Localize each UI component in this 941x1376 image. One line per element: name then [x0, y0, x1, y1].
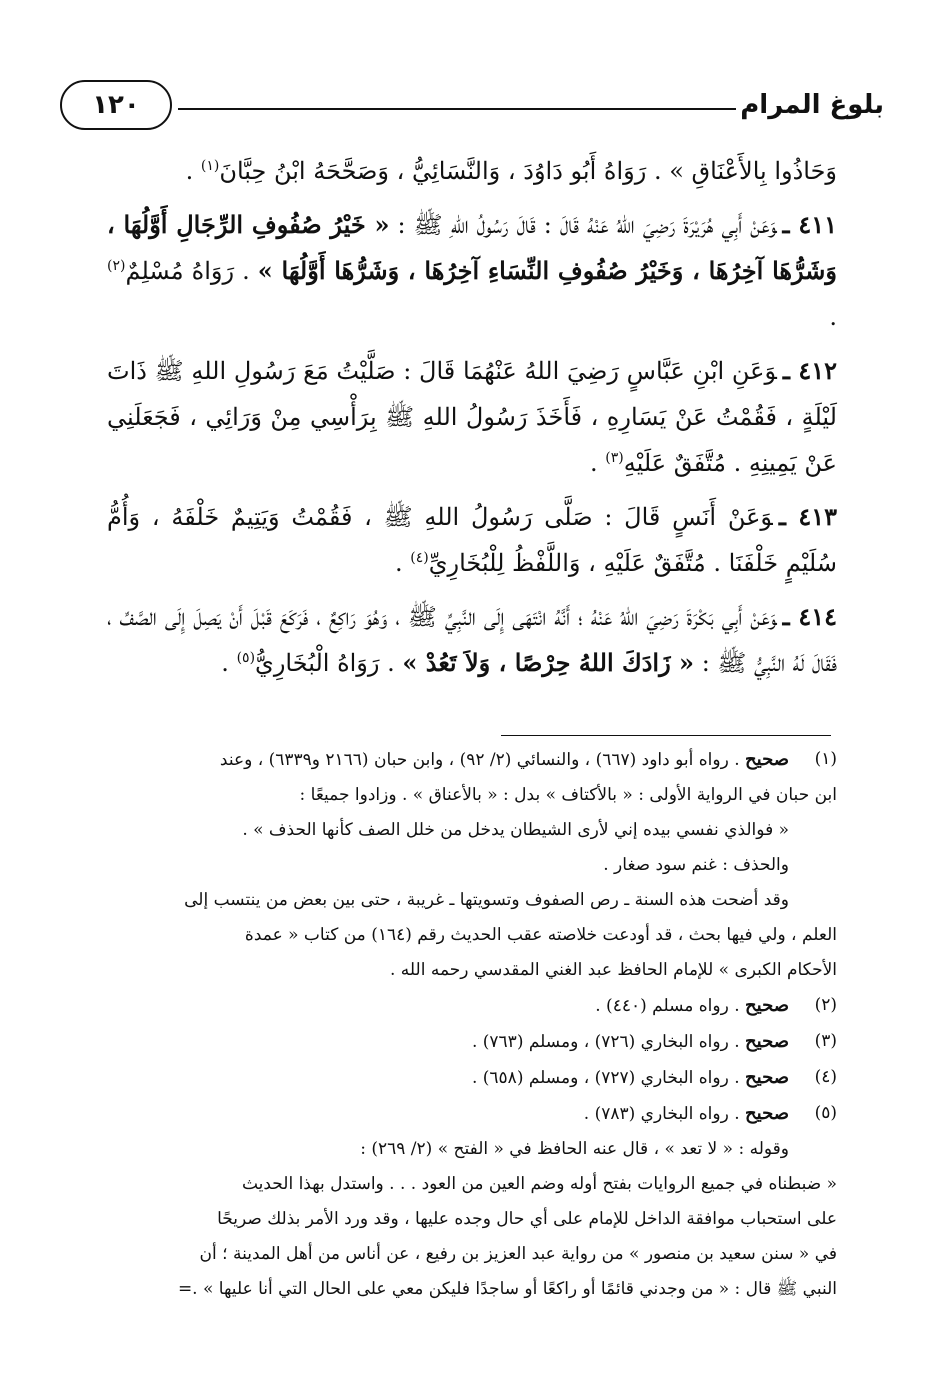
footnote-ref: (٥)	[236, 650, 256, 666]
footnote-line: ابن حبان في الرواية الأولى : « بالأكتاف » بدل : « بالأعناق » . وزادوا جميعًا :	[299, 785, 837, 805]
footnote-line: وقد أضحت هذه السنة ـ رص الصفوف وتسويتها ـ غريبة ، حتى بين بعض من ينتسب إلى	[184, 890, 789, 910]
footnote-quote-line: النبي ﷺ قال : « من وجدني قائمًا أو راكعًا أو ساجدًا فليكن معي على الحال التي أنا عليها » .=	[177, 1279, 837, 1299]
hadith-number: ٤١٢ ـ	[782, 356, 837, 385]
hadith-end: .	[829, 303, 837, 331]
footnote-quote-line: « فوالذي نفسي بيده إني لأرى الشيطان يدخل من خلل الصف كأنها الحذف » .	[242, 820, 789, 840]
footnotes	[107, 742, 837, 1307]
footnote-separator	[501, 735, 831, 736]
hadith-quote: « خَيْرُ صُفُوفِ الرِّجَالِ أَوَّلُهَا ، وَشَرُّهَا آخِرُهَا ، وَخَيْرُ صُفُوفِ النِّسَاءِ آخِرُهَا ، وَشَرُّهَا أَوَّلُهَا »	[107, 210, 837, 285]
hadith-source: . رَوَاهُ الْبُخَارِيُّ	[255, 649, 395, 677]
grade-label: صحيح	[745, 749, 789, 770]
footnote-line: الأحكام الكبرى » للإمام الحافظ عبد الغني المقدسي رحمه الله .	[390, 960, 837, 980]
footnote-1	[107, 742, 837, 988]
footnote-quote-line: والحذف : غنم سود صغار .	[603, 855, 789, 875]
hadith-text: وَعَنِ ابْنِ عَبَّاسٍ رَضِيَ اللهُ عَنْهُمَا قَالَ : صَلَّيْتُ مَعَ رَسُولِ اللهِ ﷺ ذَاتَ لَيْلَةٍ ، فَقُمْتُ عَنْ يَسَارِهِ ، فَأَخَذَ رَسُولُ اللهِ ﷺ بِرَأْسِي مِنْ وَرَائِي ، فَجَعَلَنِي عَنْ يَمِينِهِ . مُتَّفَقٌ عَلَيْهِ	[107, 357, 837, 477]
footnote-quote-line: في « سنن سعيد بن منصور » من رواية عبد العزيز بن رفيع ، عن أناس من أهل المدينة ؛ أن	[199, 1244, 837, 1264]
grade-label: صحيح	[745, 995, 789, 1016]
hadith-text: وَعَنْ أَبِي هُرَيْرَةَ رَضِيَ اللهُ عَنْهُ قَالَ : قَالَ رَسُولُ اللهِ ﷺ :	[397, 211, 777, 239]
footnote-line: . رواه البخاري (٧٨٣) .	[583, 1104, 740, 1124]
book-title: بلوغ المرام	[740, 90, 884, 120]
hadith-text: وَعَنْ أَنَسٍ قَالَ : صَلَّى رَسُولُ اللهِ ﷺ ، فَقُمْتُ وَيَتِيمٌ خَلْفَهُ ، وَأُمُّ سُلَيْمٍ خَلْفَنَا . مُتَّفَقٌ عَلَيْهِ ، وَاللَّفْظُ لِلْبُخَارِيِّ	[107, 503, 837, 577]
footnote-number: (٥)	[814, 1103, 837, 1123]
main-text	[107, 148, 837, 694]
footnote-quote-line: على استحباب موافقة الداخل للإمام على أي حال وجده عليها ، وقد ورد الأمر بذلك صريحًا	[217, 1209, 837, 1229]
footnote-line: . رواه البخاري (٧٢٧) ، ومسلم (٦٥٨) .	[471, 1068, 740, 1088]
footnote-ref: (١)	[200, 158, 220, 174]
footnote-ref: (٢)	[107, 258, 126, 274]
grade-label: صحيح	[745, 1031, 789, 1052]
footnote-3	[107, 1024, 837, 1060]
hadith-text: وَعَنْ أَبِي بَكْرَةَ رَضِيَ اللهُ عَنْهُ ؛ أَنَّهُ انْتَهَى إِلَى النَّبِيِّ ﷺ ، وَهُوَ رَاكِعٌ ، فَرَكَعَ قَبْلَ أَنْ يَصِلَ إِلَى الصَّفِّ ، فَقَالَ لَهُ النَّبِيُّ ﷺ :	[107, 603, 837, 677]
continuation-paragraph: وَحَاذُوا بِالأَعْنَاقِ » . رَوَاهُ أَبُو دَاوُدَ ، وَالنَّسَائِيُّ ، وَصَحَّحَهُ ابْنُ حِبَّانَ$^{(١)}$ .	[185, 157, 837, 185]
hadith-quote: « زَادَكَ اللهُ حِرْصًا ، وَلاَ تَعُدْ »	[402, 648, 695, 677]
page-header	[60, 80, 884, 136]
footnote-number: (١)	[814, 749, 837, 769]
footnote-4	[107, 1060, 837, 1096]
grade-label: صحيح	[745, 1067, 789, 1088]
hadith-end: .	[589, 449, 606, 477]
footnote-line: . رواه أبو داود (٦٦٧) ، والنسائي (٢/ ٩٢) ، وابن حبان (٢١٦٦ و٦٣٣٩) ، وعند	[219, 750, 740, 770]
page-number: ١٢٠	[60, 80, 172, 130]
hadith-number: ٤١٤ ـ	[782, 602, 837, 631]
hadith-end: .	[394, 549, 411, 577]
hadith-412	[107, 348, 837, 486]
footnote-quote-line: « ضبطناه في جميع الروايات بفتح أوله وضم العين من العود . . . واستدل بهذا الحديث	[241, 1174, 837, 1194]
continuation-text: وَحَاذُوا بِالأَعْنَاقِ » . رَوَاهُ أَبُو دَاوُدَ ، وَالنَّسَائِيُّ ، وَصَحَّحَهُ ابْنُ حِبَّانَ	[219, 157, 837, 185]
hadith-411	[107, 202, 837, 340]
footnote-number: (٢)	[814, 995, 837, 1015]
footnote-5	[107, 1096, 837, 1307]
grade-label: صحيح	[745, 1103, 789, 1124]
hadith-number: ٤١١ ـ	[782, 210, 837, 239]
hadith-number: ٤١٣ ـ	[778, 502, 838, 531]
hadith-source: . رَوَاهُ مُسْلِمٌ	[125, 257, 250, 285]
footnote-ref: (٤)	[410, 550, 429, 566]
footnote-line: العلم ، ولي فيها بحث ، قد أودعت خلاصته عقب الحديث رقم (١٦٤) من كتاب « عمدة	[244, 925, 837, 945]
footnote-line: . رواه مسلم (٤٤٠) .	[595, 996, 740, 1016]
hadith-414	[107, 594, 837, 686]
footnote-number: (٤)	[814, 1067, 837, 1087]
footnote-line: وقوله : « لا تعد » ، قال عنه الحافظ في « الفتح » (٢/ ٢٦٩) :	[360, 1139, 789, 1159]
header-rule	[178, 108, 736, 110]
footnote-number: (٣)	[814, 1031, 837, 1051]
footnote-ref: (٣)	[605, 450, 624, 466]
hadith-end: .	[221, 649, 237, 677]
hadith-413	[107, 494, 837, 586]
footnote-2	[107, 988, 837, 1024]
footnote-line: . رواه البخاري (٧٢٦) ، ومسلم (٧٦٣) .	[471, 1032, 740, 1052]
